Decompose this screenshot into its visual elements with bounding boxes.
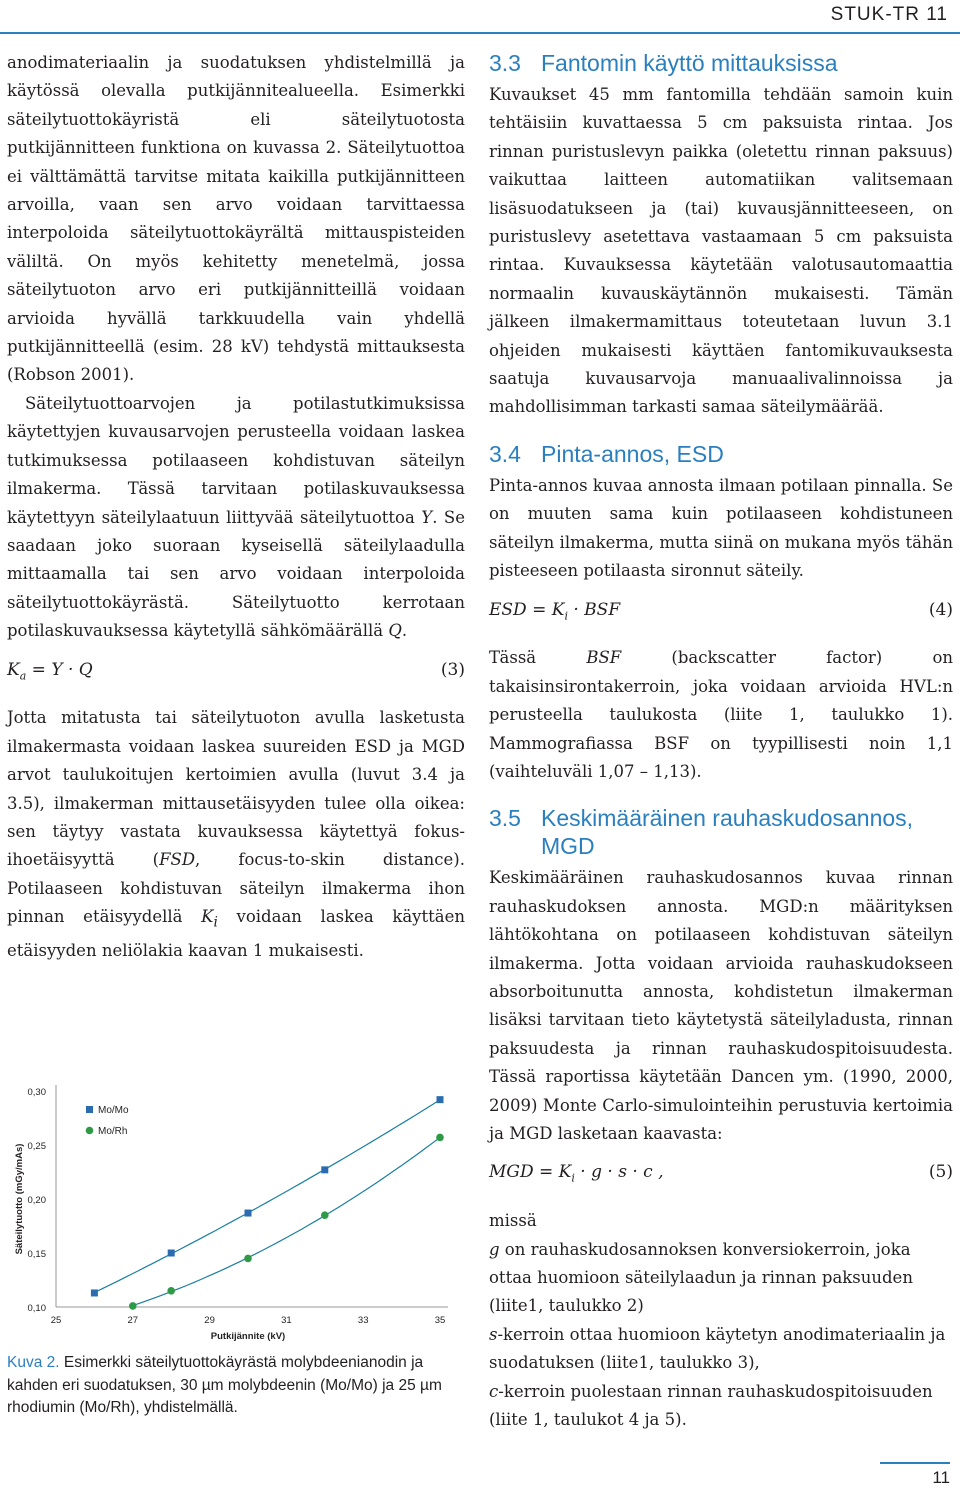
data-point-mo-rh: [244, 1255, 252, 1263]
report-id: STUK-TR 11: [830, 4, 948, 25]
paragraph: Pinta-annos kuvaa annosta ilmaan potilaan pinnalla. Se on muuten sama kuin potilaaseen kohdistuneen säteilyn ilmakerma, mutta siinä on mukana myös tähän pisteeseen potilaasta sironnut säteily.: [489, 475, 953, 581]
data-point-mo-mo: [168, 1250, 175, 1257]
x-tick-label: 27: [127, 1315, 139, 1326]
paragraph: Jotta mitatusta tai säteilytuoton avulla lasketusta ilmakermasta voidaan laskea suureiden ESD ja MGD arvot taulukoitujen kertoimien avulla (luvut 3.4 ja 3.5), ilmakerman mittausetäisyyden tulee olla oikea: sen täytyy vastata kuvauksessa käytettyä fokus-ihoetäisyyttä (FSD, focus-to-skin distance). Potilaaseen kohdistuvan säteilyn ilmakerma ihon pinnan etäisyydellä $K_i$ voidaan laskea käyttäen etäisyyden neliölakia kaavan 1 mukaisesti.: [7, 708, 465, 960]
data-point-mo-rh: [129, 1302, 137, 1310]
equation-5: MGD = $K_i \cdot g \cdot s \cdot c$ , (5): [489, 1158, 953, 1193]
footer-rule: [880, 1462, 950, 1464]
y-tick-label: 0,20: [27, 1195, 46, 1206]
caption-text: Esimerkki säteilytuottokäyrästä molybdeenianodin ja kahden eri suodatuksen, 30 µm molybdeenin (Mo/Mo) ja 25 µm rhodiumin (Mo/Rh), yhdistelmällä.: [7, 1354, 442, 1416]
data-point-mo-mo: [91, 1289, 98, 1296]
definition-g: g on rauhaskudosannoksen konversiokerroin, joka ottaa huomioon säteilylaadun ja rinnan paksuuden (liite1, taulukko 2): [489, 1239, 913, 1316]
definition-c: c-kerroin puolestaan rinnan rauhaskudospitoisuuden (liite 1, taulukot 4 ja 5).: [489, 1381, 933, 1430]
legend-marker-mo-rh: [86, 1127, 94, 1135]
y-axis-title: Säteilytuotto (mGy/mAs): [14, 1143, 25, 1255]
data-point-mo-rh: [321, 1211, 329, 1219]
data-point-mo-mo: [245, 1210, 252, 1217]
chart-svg: [0, 1075, 470, 1355]
equation-number: (4): [928, 599, 953, 620]
paragraph: Kuvaukset 45 mm fantomilla tehdään samoin kuin tehtäisiin kuvattaessa 5 cm paksuista rintaa. Jos rinnan puristuslevyn paikka (oletettu rinnan paksuus) vaikuttaa laitteen automatiikan valitsemaan lisäsuodatukseen ja (tai) kuvausjännitteeseen, on puristuslevy asetettava vastaamaan 5 cm paksuista rintaa. Kuvauksessa käytetään valotusautomaattia normaalin kuvauskäytännön mukaisesti. Tämän jälkeen ilmakermamittaus toteutetaan luvun 3.1 ohjeiden mukaisesti käyttäen fantomikuvauksesta saatuja kuvausarvoja manuaalivalinnoissa ja mahdollisimman tarkasti samaa säteilymäärää.: [489, 85, 953, 417]
x-axis-title: Putkijännite (kV): [210, 1331, 286, 1342]
caption-label: Kuva 2.: [7, 1354, 60, 1371]
data-point-mo-rh: [436, 1134, 444, 1142]
section-heading-3-4: 3.4 Pinta-annos, ESD: [489, 440, 724, 467]
equation-4: ESD = $K_i$ · BSF (4): [489, 596, 953, 631]
missa-label: missä: [489, 1211, 537, 1231]
y-tick-label: 0,10: [27, 1303, 46, 1314]
y-tick-label: 0,30: [27, 1087, 46, 1098]
paragraph: Tässä BSF (backscatter factor) on takaisinsirontakerroin, joka voidaan arvioida HVL:n perusteella taulukosta (liite 1, taulukko 1). Mammografiassa BSF on tyypillisesti noin 1,1 (vaihteluväli 1,07 – 1,13).: [489, 648, 953, 781]
left-column: [7, 49, 465, 965]
equation-number: (5): [928, 1162, 953, 1183]
x-tick-label: 31: [281, 1315, 292, 1326]
x-tick-label: 33: [357, 1315, 369, 1326]
definition-s: s-kerroin ottaa huomioon käytetyn anodimateriaalin ja suodatuksen (liite1, taulukko 3),: [489, 1324, 946, 1373]
figure-caption: [7, 1352, 467, 1420]
page-number: 11: [932, 1468, 950, 1487]
legend-marker-mo-mo: [86, 1106, 93, 1113]
paragraph: anodimateriaalin ja suodatuksen yhdistelmillä ja käytössä olevalla putkijännitealueella. Esimerkki säteilytuottokäyristä eli säteilytuotosta putkijännitteen funktiona on kuvassa 2. Säteilytuottoa ei välttämättä tarvitse mitata kaikilla putkijännitteen arvoilla, vaan sen arvo voidaan tarvittaessa interpoloida säteilytuottokäyrältä mittauspisteiden väliltä. On myös kehitetty menetelmä, jossa säteilytuoton arvo eri putkijännitteillä voidaan arvioida hyvällä tarkkuudella vain yhdellä putkijännitteellä (esim. 28 kV) tehdystä mittauksesta (Robson 2001).: [7, 53, 465, 385]
legend-label: Mo/Mo: [98, 1105, 129, 1116]
x-tick-label: 29: [204, 1315, 215, 1326]
data-point-mo-mo: [437, 1096, 444, 1103]
fit-line-mo-mo: [94, 1100, 440, 1293]
legend-label: Mo/Rh: [98, 1126, 128, 1137]
paragraph: Keskimääräinen rauhaskudosannos kuvaa rinnan rauhaskudoksen annosta. MGD:n määrityksen lähtökohtana on potilaaseen kohdistuvan säteilyn ilmakerma. Jotta voidaan arvioida rauhaskudokseen absorboitunutta annosta, kohdistetun ilmakerman lisäksi tarvitaan tieto käytetystä säteilyladusta, rinnan paksuudesta ja rinnan rauhaskudospitoisuudesta. Tässä raportissa käytetään Dancen ym. (1990, 2000, 2009) Monte Carlo-simulointeihin perustuvia kertoimia ja MGD lasketaan kaavasta:: [489, 868, 953, 1143]
equation-3: $K_a = Y \cdot Q$ (3): [7, 656, 465, 691]
paragraph: Säteilytuottoarvojen ja potilastutkimuksissa käytettyjen kuvausarvojen perusteella voidaan laskea tutkimuksessa potilaaseen kohdistuvan säteilyn ilmakerma. Tässä tarvitaan potilaskuvauksessa käytettyyn säteilylaatuun liittyvää säteilytuottoa Y. Se saadaan joko suoraan kyseisellä säteilylaadulla mittaamalla tai sen arvo voidaan interpoloida säteilytuottokäyrästä. Säteilytuotto kerrotaan potilaskuvauksessa käytetyllä sähkömäärällä Q.: [7, 393, 466, 641]
y-tick-label: 0,25: [27, 1141, 46, 1152]
x-tick-label: 25: [50, 1315, 62, 1326]
equation-number: (3): [440, 659, 465, 680]
x-tick-label: 35: [434, 1315, 446, 1326]
page-header: [0, 0, 960, 34]
right-column: [489, 49, 953, 1434]
y-tick-label: 0,15: [27, 1249, 46, 1260]
fit-line-mo-rh: [133, 1137, 440, 1305]
data-point-mo-rh: [167, 1287, 175, 1295]
section-heading-3-5: 3.5 Keskimääräinen rauhaskudosannos, MGD: [489, 805, 914, 860]
section-heading-3-3: 3.3 Fantomin käyttö mittauksissa: [489, 50, 838, 76]
output-chart: [0, 1075, 470, 1355]
data-point-mo-mo: [321, 1166, 328, 1173]
